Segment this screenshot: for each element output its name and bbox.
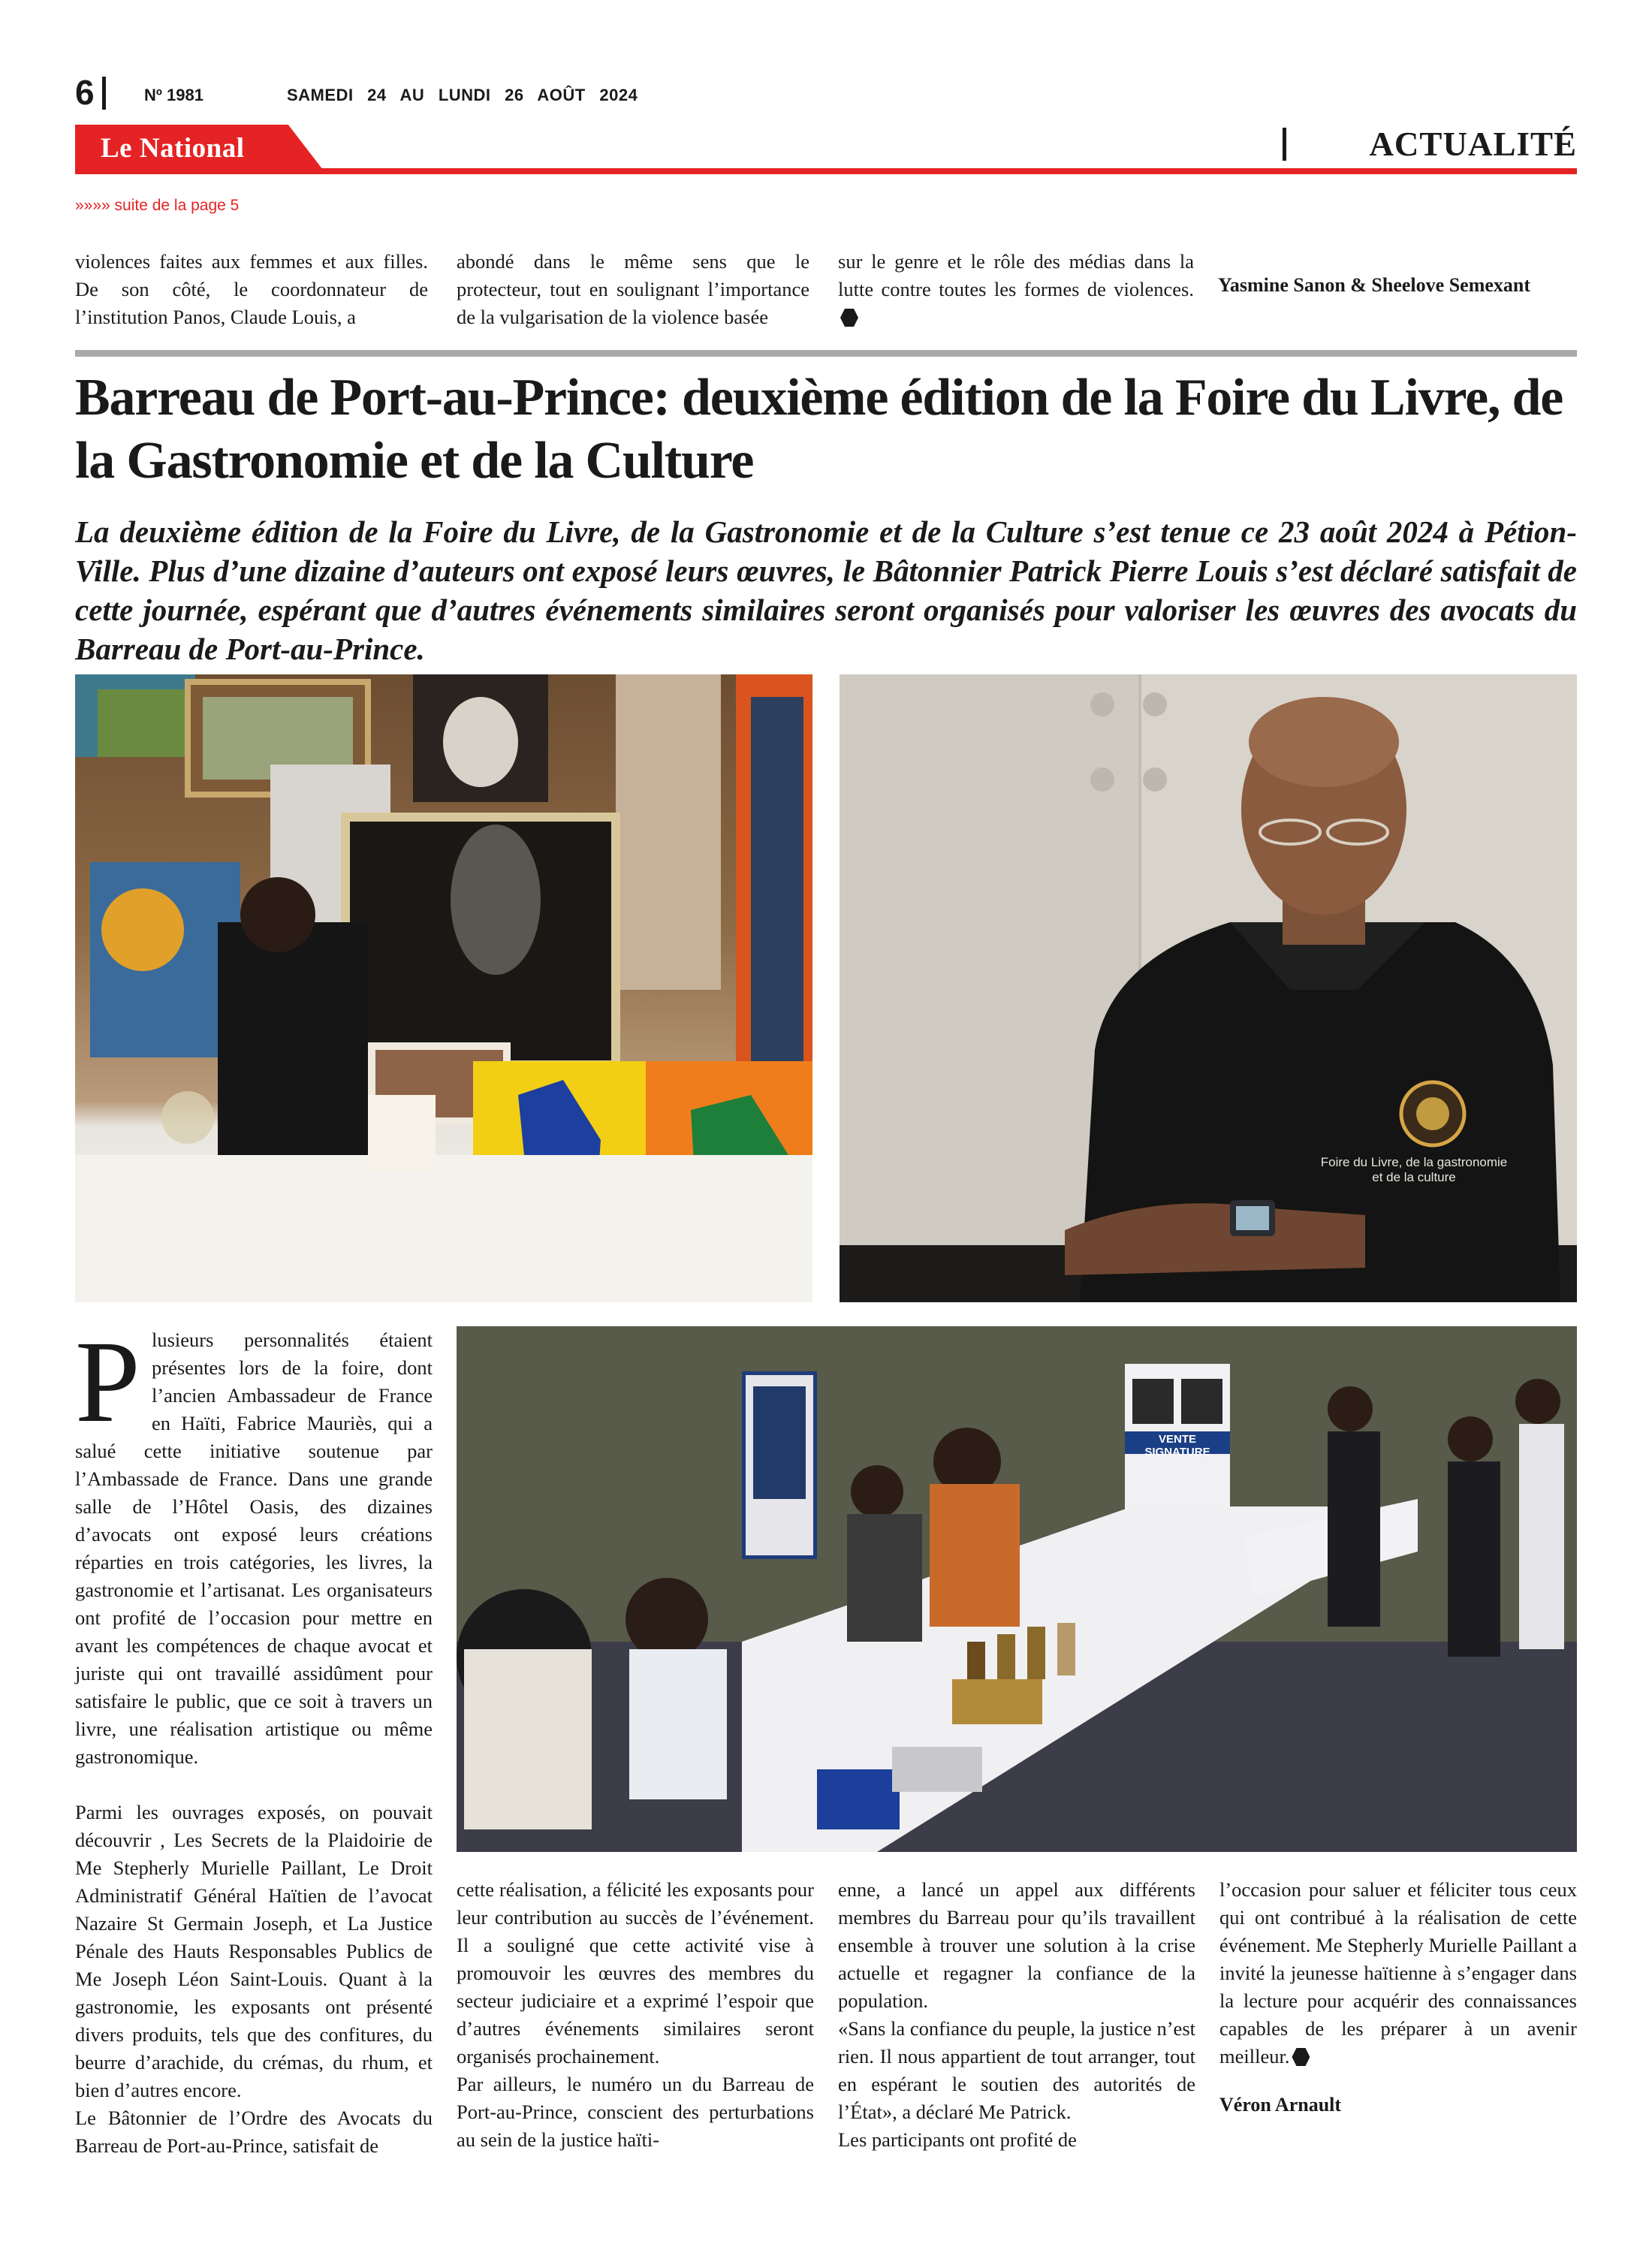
section-title: ACTUALITÉ: [1369, 125, 1577, 163]
photo-fair-hall: [457, 1326, 1577, 1852]
end-mark-icon: [840, 309, 858, 327]
brand-rule: [75, 168, 1577, 174]
article-intro-text: lusieurs personnalités étaient présentes lors de la foire, dont l’ancien Ambassadeur de France en Haïti, Fabrice Mauriès, qui a salué cette initiative soutenue par l’Ambassade de France.: [75, 1329, 433, 1490]
issue-date: SAMEDI 24 AU LUNDI 26 AOÛT 2024: [287, 86, 638, 104]
prev-article-byline: Yasmine Sanon & Sheelove Semexant: [1218, 274, 1531, 296]
drop-cap-spacer: [75, 1326, 152, 1437]
article-paragraph-hall: Dans une grande salle de l’Hôtel Oasis, des dizaines d’avocats ont exposé leurs créations réparties en trois catégories, les livres, la gastronomie et l’artisanat. Les organisateurs ont profité de l’occasion pour mettre en avant les compétences de chaque avocat et juriste qui ont travaillé assidûment pour satisfaire le public, que ce soit à travers un livre, une réalisation artistique ou même gastronomique.: [75, 1467, 433, 1768]
continued-from-label: »»»» suite de la page 5: [75, 197, 240, 214]
prev-article-text-3: sur le genre et le rôle des médias dans la lutte contre toutes les formes de violences.: [838, 250, 1194, 300]
page-number-divider: [102, 77, 106, 110]
article-paragraph-congrats: cette réalisation, a félicité les exposants pour leur contribution au succès de l’événement. Il a souligné que cette activité vise à promouvoir les œuvres des membres du secteur judiciaire et a exprimé l’espoir que d’autres événements similaires seront organisés prochainement.: [457, 1878, 814, 2068]
prev-article-col-3: [838, 248, 1194, 331]
article-col-2: [457, 1876, 814, 2154]
article-col-3: [838, 1876, 1195, 2154]
brand-logo-text: Le National: [101, 133, 245, 164]
article-separator: [75, 350, 1577, 357]
prev-article-text-2: abondé dans le même sens que le protecteur, tout en soulignant l’importance de la vulgarisation de la violence basée: [457, 250, 809, 328]
prev-article-col-2: [457, 248, 809, 331]
article-headline: Barreau de Port-au-Prince: deuxième édition de la Foire du Livre, de la Gastronomie et de la Culture: [75, 369, 1563, 490]
issue-number: Nº 1981: [144, 86, 203, 104]
masthead-row: [75, 74, 1577, 111]
page-number: 6: [75, 73, 95, 112]
article-paragraph-closing: l’occasion pour saluer et féliciter tous ceux qui ont contribué à la réalisation de cette événement. Me Stepherly Murielle Paillant a invité la jeunesse haïtienne à s’engager dans la lecture pour acquérir des connaissances capables de les préparer à un avenir meilleur.: [1219, 1878, 1577, 2068]
prev-article-text-1: violences faites aux femmes et aux filles. De son côté, le coordonnateur de l’institution Panos, Claude Louis, a: [75, 250, 428, 328]
prev-article-col-1: [75, 248, 428, 331]
article-paragraph-justice: Par ailleurs, le numéro un du Barreau de Port-au-Prince, conscient des perturbations au sein de la justice haïti-: [457, 2073, 814, 2151]
article-col-4: [1219, 1876, 1577, 2071]
section-divider: [1283, 128, 1286, 161]
painter-illustration: [75, 674, 812, 1302]
article-paragraph-appeal: enne, a lancé un appel aux différents membres du Barreau pour qu’ils travaillent ensemble à trouver une solution à la crise actuelle et regagner la confiance de la population.: [838, 1878, 1195, 2012]
article-paragraph-quote: «Sans la confiance du peuple, la justice n’est rien. Il nous appartient de tout arranger, tout en espérant le soutien des autorités de l’État», a déclaré Me Patrick.: [838, 2017, 1195, 2123]
article-paragraph-books: Parmi les ouvrages exposés, on pouvait découvrir , Les Secrets de la Plaidoirie de Me Stepherly Murielle Paillant, Le Droit Administratif Général Haïtien de l’avocat Nazaire St Germain Joseph, et La Justice Pénale des Hauts Responsables Publics de Me Joseph Léon Saint-Louis. Quant à la gastronomie, les exposants ont présenté divers produits, tels que des confitures, du beurre d’arachide, du crémas, du rhum, et bien d’autres encore.: [75, 1801, 433, 2101]
drop-cap: P: [75, 1317, 140, 1446]
article-col-1-bottom: [75, 1799, 433, 2160]
article-paragraph-participants: Les participants ont profité de: [838, 2128, 1077, 2151]
brand-band: [75, 125, 1577, 176]
article-byline: Véron Arnault: [1219, 2094, 1342, 2116]
photo-batonnier-portrait: [840, 674, 1577, 1302]
article-lead: La deuxième édition de la Foire du Livre, de la Gastronomie et de la Culture s’est tenue ce 23 août 2024 à Pétion-Ville. Plus d’une dizaine d’auteurs ont exposé leurs œuvres, le Bâtonnier Patrick Pierre Louis s’est déclaré satisfait de cette journée, espérant que d’autres événements similaires seront organisés pour valoriser les œuvres des avocats du Barreau de Port-au-Prince.: [75, 514, 1577, 666]
fair-hall-illustration: [457, 1326, 1577, 1852]
logo-caption: Foire du Livre, de la gastronomie et de la culture: [1320, 1155, 1508, 1184]
portrait-illustration: [840, 674, 1577, 1302]
vente-signature-banner: VENTE SIGNATURE: [1144, 1433, 1210, 1458]
end-mark-icon: [1292, 2048, 1310, 2066]
article-paragraph-batonnier: Le Bâtonnier de l’Ordre des Avocats du Barreau de Port-au-Prince, satisfait de: [75, 2107, 433, 2157]
photo-painter-exhibit: [75, 674, 812, 1302]
